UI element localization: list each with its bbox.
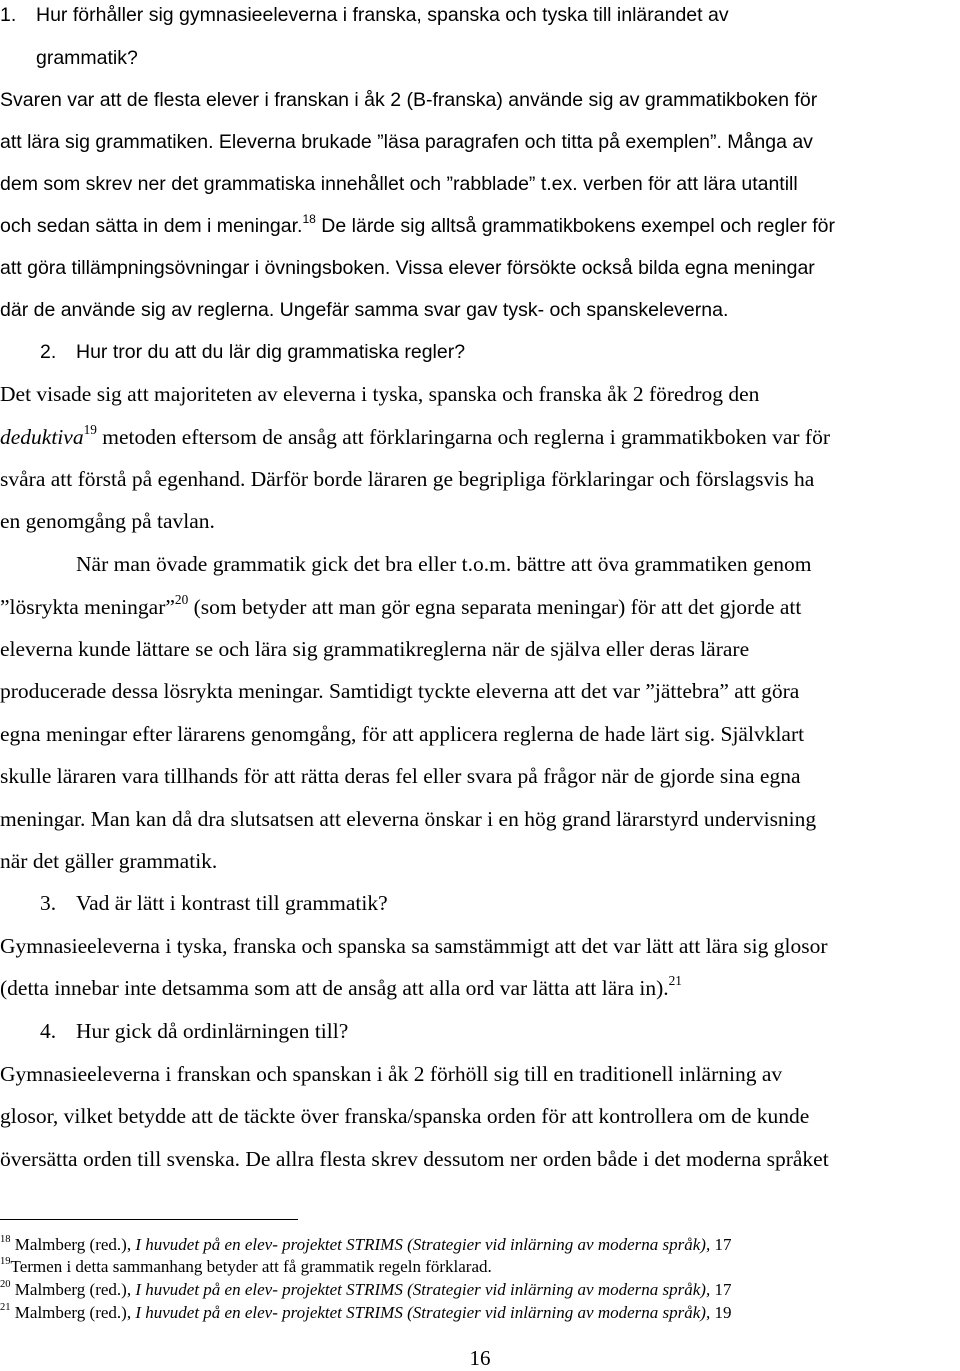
question-text: Hur förhåller sig gymnasieeleverna i franska, spanska och tyska till inlärandet av xyxy=(36,4,729,26)
paragraph-line: Gymnasieeleverna i tyska, franska och spanska sa samstämmigt att det var lätt att lära sig glosor xyxy=(0,934,828,958)
paragraph-line: glosor, vilket betydde att de täckte över franska/spanska orden för att kontrollera om de kunde xyxy=(0,1104,810,1128)
question-number: 2. xyxy=(40,341,57,363)
footnote-number: 19 xyxy=(0,1256,11,1268)
paragraph-line xyxy=(0,213,835,241)
paragraph-line: Det visade sig att majoriteten av eleverna i tyska, spanska och franska åk 2 föredrog den xyxy=(0,382,760,406)
paragraph-line xyxy=(0,975,682,1004)
paragraph-line: producerade dessa lösrykta meningar. Samtidigt tyckte eleverna att det var ”jättebra” att göra xyxy=(0,679,800,703)
footnote-page: 17 xyxy=(710,1280,732,1299)
paragraph-line: När man övade grammatik gick det bra eller t.o.m. bättre att öva grammatiken genom xyxy=(76,552,812,576)
question-4 xyxy=(40,1018,348,1044)
footnote-text: Malmberg (red.), xyxy=(10,1235,136,1254)
footnote-number: 21 xyxy=(0,1302,11,1314)
text-span: metoden eftersom de ansåg att förklaringarna och reglerna i grammatikboken var för xyxy=(96,425,830,449)
text-span: De lärde sig alltså grammatikbokens exempel och regler för xyxy=(315,215,836,237)
footnote xyxy=(0,1280,731,1303)
footnote xyxy=(0,1303,731,1326)
question-2 xyxy=(40,339,465,365)
question-number: 4. xyxy=(40,1019,57,1043)
paragraph-line: när det gäller grammatik. xyxy=(0,849,218,873)
question-text: Hur tror du att du lär dig grammatiska regler? xyxy=(76,341,466,363)
footnote-ref[interactable]: 20 xyxy=(174,592,189,608)
question-number: 3. xyxy=(40,891,57,915)
footnote-title: I huvudet på en elev- projektet STRIMS (Strategier vid inlärning av moderna språk), xyxy=(135,1280,711,1299)
paragraph-line: skulle läraren vara tillhands för att rätta deras fel eller svara på frågor när de gjorde sina egna xyxy=(0,764,801,788)
question-text: Vad är lätt i kontrast till grammatik? xyxy=(76,891,388,915)
question-number: 1. xyxy=(0,4,17,26)
footnote-title: I huvudet på en elev- projektet STRIMS (Strategier vid inlärning av moderna språk), xyxy=(135,1303,711,1322)
footnote-number: 18 xyxy=(0,1234,11,1246)
question-1 xyxy=(0,2,729,28)
footnote-ref[interactable]: 18 xyxy=(302,211,316,226)
paragraph-line: Svaren var att de flesta elever i franskan i åk 2 (B-franska) använde sig av grammatikboken för xyxy=(0,89,818,111)
footnote-divider xyxy=(0,1219,298,1220)
paragraph-line: där de använde sig av reglerna. Ungefär samma svar gav tysk- och spanskeleverna. xyxy=(0,299,729,321)
text-span: (detta innebar inte detsamma som att de ansåg att alla ord var lätta att lära in). xyxy=(0,976,669,1000)
question-text: grammatik? xyxy=(36,47,138,69)
question-text: Hur gick då ordinlärningen till? xyxy=(76,1019,349,1043)
footnote-page: 19 xyxy=(710,1303,732,1322)
term: deduktiva xyxy=(0,425,84,449)
paragraph-line: egna meningar efter lärarens genomgång, för att applicera reglerna de hade lärt sig. Självklart xyxy=(0,722,805,746)
footnote-number: 20 xyxy=(0,1279,11,1291)
text-span: ”lösrykta meningar” xyxy=(0,595,175,619)
footnote-text: Termen i detta sammanhang betyder att få grammatik regeln förklarad. xyxy=(10,1257,492,1276)
paragraph-line: meningar. Man kan då dra slutsatsen att eleverna önskar i en hög grand lärarstyrd undervisning xyxy=(0,807,817,831)
footnote-ref[interactable]: 19 xyxy=(83,422,97,438)
footnote-ref[interactable]: 21 xyxy=(668,973,682,989)
paragraph-line: att göra tillämpningsövningar i övningsboken. Vissa elever försökte också bilda egna meningar xyxy=(0,257,815,279)
page-number: 16 xyxy=(469,1346,491,1370)
question-1-cont xyxy=(36,45,138,71)
footnote-page: 17 xyxy=(710,1235,732,1254)
paragraph-line: Gymnasieeleverna i franskan och spanskan i åk 2 förhöll sig till en traditionell inlärning av xyxy=(0,1062,783,1086)
footnote xyxy=(0,1257,492,1280)
text-span: (som betyder att man gör egna separata meningar) för att det gjorde att xyxy=(188,595,802,619)
question-3 xyxy=(40,890,388,916)
paragraph-line: svåra att förstå på egenhand. Därför borde läraren ge begripliga förklaringar och förslagsvis ha xyxy=(0,467,815,491)
footnote-title: I huvudet på en elev- projektet STRIMS (Strategier vid inlärning av moderna språk), xyxy=(135,1235,711,1254)
paragraph-line: en genomgång på tavlan. xyxy=(0,509,215,533)
text-span: och sedan sätta in dem i meningar. xyxy=(0,215,303,237)
footnote-text: Malmberg (red.), xyxy=(10,1303,136,1322)
paragraph-line xyxy=(0,424,830,453)
footnote-text: Malmberg (red.), xyxy=(10,1280,136,1299)
paragraph-line: dem som skrev ner det grammatiska innehållet och ”rabblade” t.ex. verben för att lära utantill xyxy=(0,173,798,195)
paragraph-line: att lära sig grammatiken. Eleverna brukade ”läsa paragrafen och titta på exemplen”. Många av xyxy=(0,131,813,153)
paragraph-line: eleverna kunde lättare se och lära sig grammatikreglerna när de själva eller deras lärare xyxy=(0,637,750,661)
paragraph-line xyxy=(0,594,801,623)
paragraph-line: översätta orden till svenska. De allra flesta skrev dessutom ner orden både i det moderna språket xyxy=(0,1147,829,1171)
footnote xyxy=(0,1235,731,1258)
